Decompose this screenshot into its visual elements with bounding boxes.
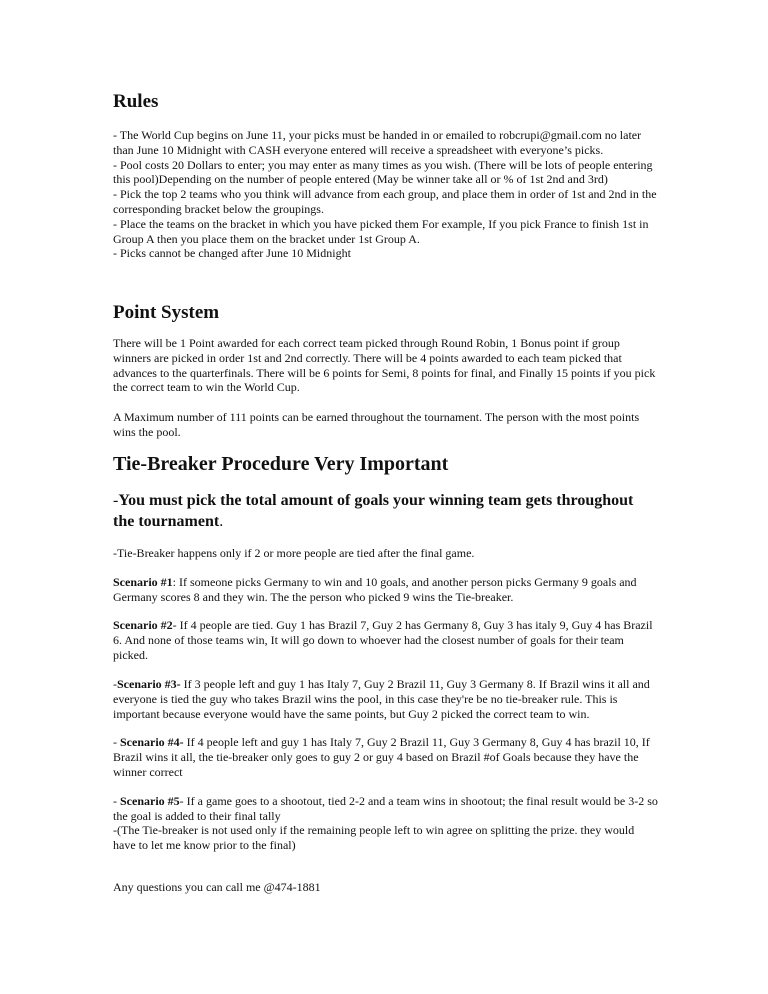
contact-line: Any questions you can call me @474-1881 bbox=[113, 880, 321, 894]
scenario-3-prefix: - bbox=[113, 677, 117, 691]
rule-item: - Pool costs 20 Dollars to enter; you may enter as many times as you wish. (There will be lots of people entering this pool)Depending on the number of people entered (May be winner take all or % of 1st 2nd and 3rd) bbox=[113, 157, 653, 187]
scenario-2-label: Scenario #2 bbox=[113, 618, 173, 632]
scenario-4-prefix: - bbox=[113, 735, 120, 749]
scenario-4-label: Scenario #4- bbox=[120, 735, 184, 749]
scenario-1-text: : If someone picks Germany to win and 10 goals, and another person picks Germany 9 goals and Germany scores 8 and they win. The the person who picked 9 wins the Tie-breaker. bbox=[113, 575, 637, 604]
scenario-3-label: Scenario #3- bbox=[117, 677, 181, 691]
rule-item: - Place the teams on the bracket in which you have picked them For example, If you pick France to finish 1st in Group A then you place them on the bracket under 1st Group A. bbox=[113, 216, 649, 246]
tie-breaker-intro: -Tie-Breaker happens only if 2 or more people are tied after the final game. bbox=[113, 546, 475, 560]
tie-breaker-lead bbox=[113, 490, 658, 532]
scenario-4-text: If 4 people left and guy 1 has Italy 7, Guy 2 Brazil 11, Guy 3 Germany 8, Guy 4 has brazil 10, If Brazil wins it all, the tie-breaker only goes to guy 2 or guy 4 based on Brazil #of Goals because they have the winner correct bbox=[113, 735, 650, 779]
scenario-2-text: - If 4 people are tied. Guy 1 has Brazil 7, Guy 2 has Germany 8, Guy 3 has italy 9, Guy 4 has Brazil 6. And none of those teams win, It will go down to whoever had the closest number of goals for their team picked. bbox=[113, 618, 653, 662]
lead-dot: . bbox=[219, 513, 224, 530]
scenario-5-prefix: - bbox=[113, 794, 120, 808]
rules-heading: Rules bbox=[113, 91, 159, 112]
scenario-5-label: Scenario #5 bbox=[120, 794, 180, 808]
lead-dash: - bbox=[113, 492, 119, 509]
scenario-3-text: If 3 people left and guy 1 has Italy 7, Guy 2 Brazil 11, Guy 3 Germany 8. If Brazil wins it all and everyone is tied the guy who takes Brazil wins the pool, in this case they're be no tie-breaker rule. This is important because everyone would have the same points, but Guy 2 picked the correct team to win. bbox=[113, 677, 650, 721]
point-maximum-paragraph: A Maximum number of 111 points can be earned throughout the tournament. The person with the most points wins the pool. bbox=[113, 410, 640, 439]
scenario-2 bbox=[113, 618, 658, 662]
point-system-paragraph: There will be 1 Point awarded for each correct team picked through Round Robin, 1 Bonus point if group winners are picked in order 1st and 2nd correctly. There will be 4 points awarded to each team picked that advances to the quarterfinals. There will be 6 points for Semi, 8 points for final, and Finally 15 points if you pick the correct team to win the World Cup. bbox=[113, 336, 656, 395]
scenario-3 bbox=[113, 677, 658, 721]
scenario-5-text: - If a game goes to a shootout, tied 2-2 and a team wins in shootout; the final result would be 3-2 so the goal is added to their final tally bbox=[113, 794, 658, 823]
point-system-heading: Point System bbox=[113, 302, 220, 323]
rule-item: - The World Cup begins on June 11, your picks must be handed in or emailed to robcrupi@gmail.com no later than June 10 Midnight with CASH everyone entered will receive a spreadsheet with everyone’s picks. bbox=[113, 128, 642, 157]
tie-breaker-note: -(The Tie-breaker is not used only if the remaining people left to win agree on splitting the prize. they would have to let me know prior to the final) bbox=[113, 823, 635, 852]
scenario-4 bbox=[113, 735, 658, 779]
scenario-1 bbox=[113, 575, 658, 605]
tie-breaker-heading: Tie-Breaker Procedure Very Important bbox=[113, 453, 449, 475]
rules-list bbox=[113, 128, 658, 261]
rule-item: - Picks cannot be changed after June 10 Midnight bbox=[113, 246, 351, 261]
scenario-1-label: Scenario #1 bbox=[113, 575, 173, 589]
scenario-5 bbox=[113, 794, 658, 824]
lead-text: You must pick the total amount of goals your winning team gets throughout the tournament bbox=[113, 492, 634, 530]
rule-item: - Pick the top 2 teams who you think will advance from each group, and place them in order of 1st and 2nd in the corresponding bracket below the groupings. bbox=[113, 187, 657, 216]
